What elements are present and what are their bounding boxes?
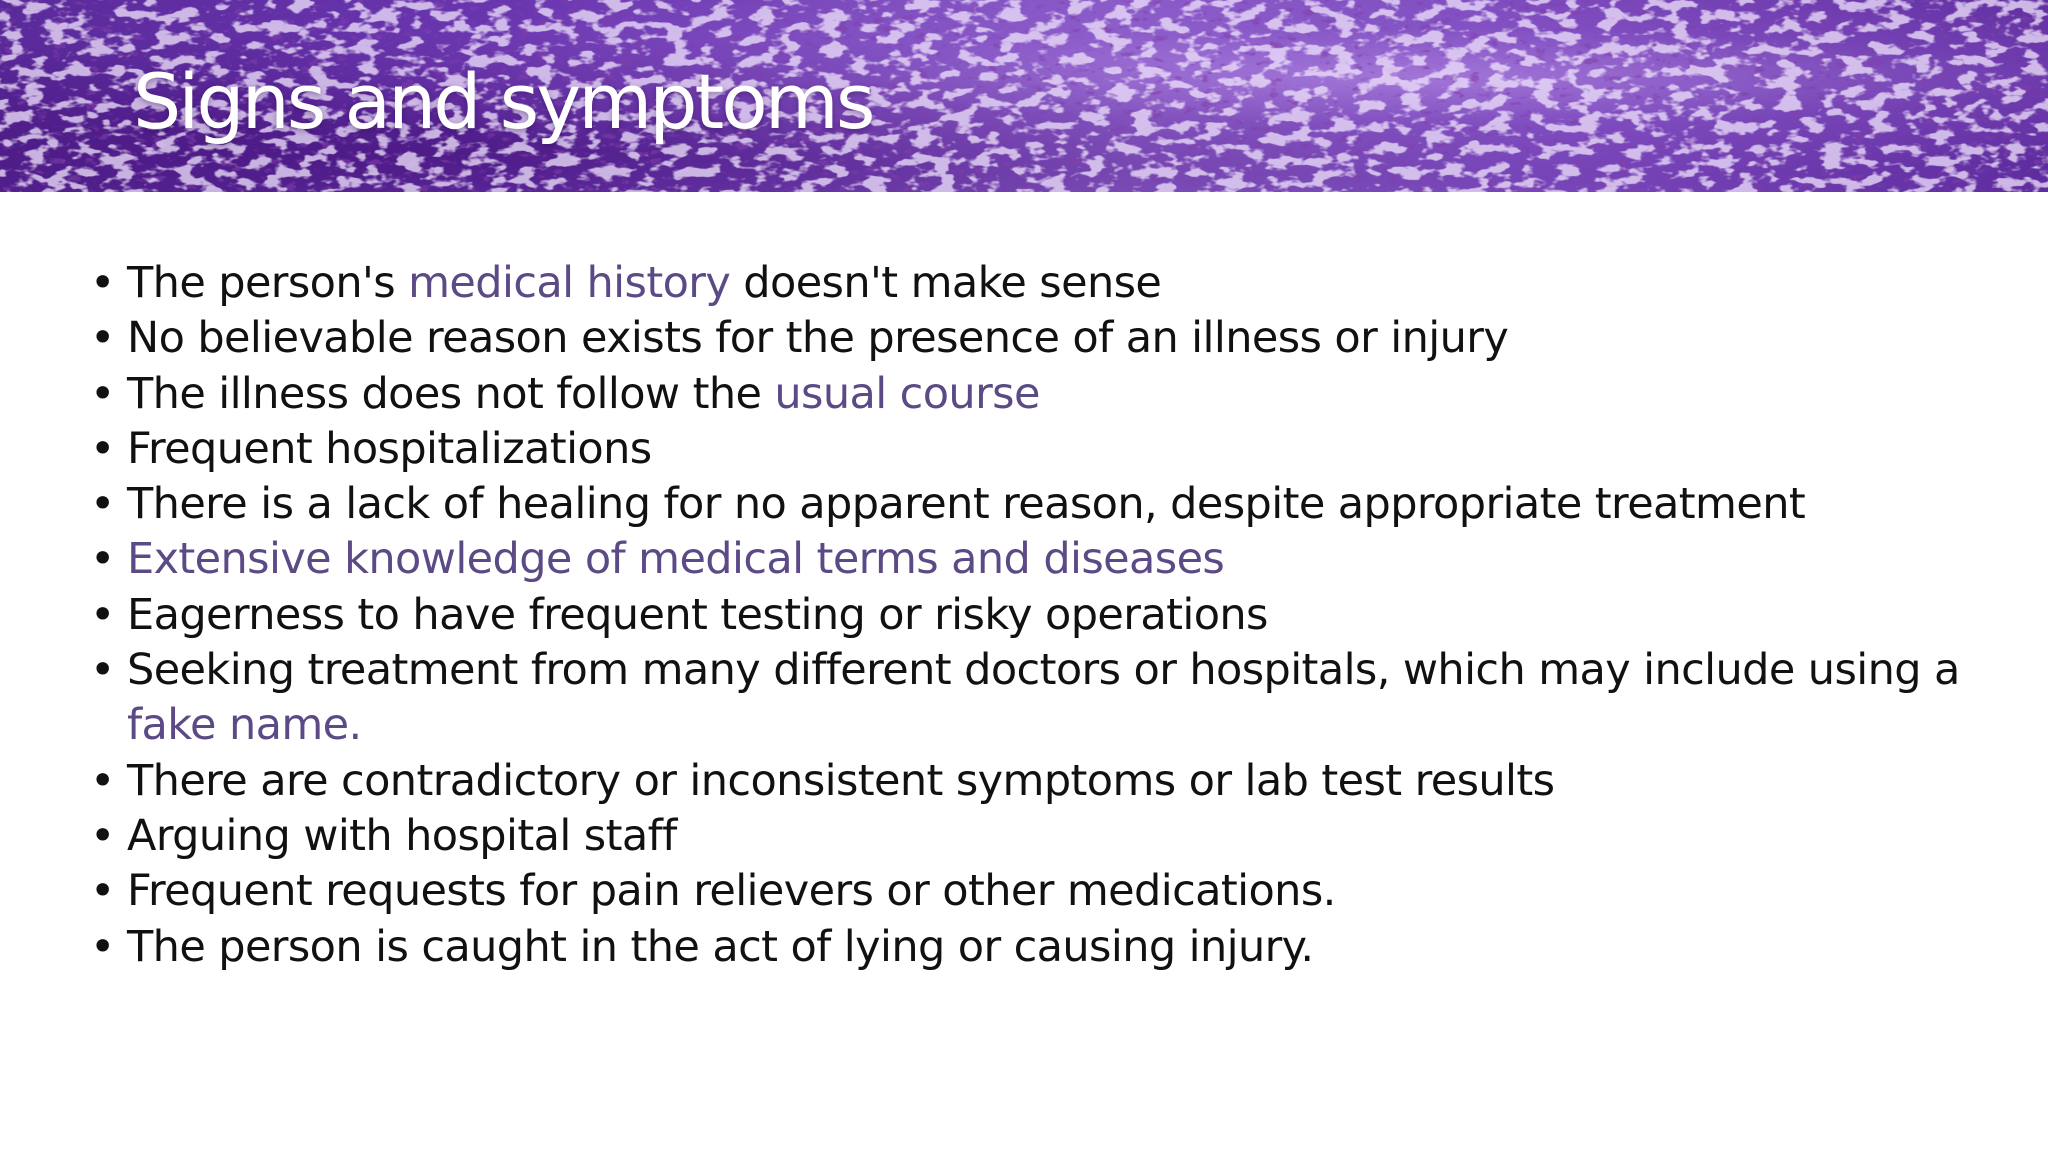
bullet-text: There is a lack of healing for no apparent reason, despite appropriate treatment [127, 479, 1806, 530]
bullet-item [82, 643, 1962, 754]
bullet-item [82, 422, 1962, 477]
bullet-dot-icon: • [90, 534, 115, 585]
bullet-text: Frequent hospitalizations [127, 423, 652, 474]
bullet-text: doesn't make sense [730, 258, 1162, 308]
bullet-highlight-text: usual course [774, 368, 1040, 419]
bullet-text: There are contradictory or inconsistent symptoms or lab test results [127, 755, 1555, 806]
slide-title: Signs and symptoms [133, 57, 873, 146]
bullet-dot-icon: • [90, 479, 115, 530]
bullet-dot-icon: • [90, 866, 115, 917]
bullet-item [82, 920, 1962, 975]
bullet-dot-icon: • [90, 645, 115, 696]
bullet-item [82, 477, 1962, 532]
bullet-item [82, 256, 1962, 311]
bullet-dot-icon: • [90, 423, 115, 474]
bullet-item [82, 809, 1962, 864]
bullet-text: The illness does not follow the [127, 368, 775, 419]
bullet-text: Eagerness to have frequent testing or risky operations [127, 589, 1268, 640]
bullet-dot-icon: • [90, 589, 115, 640]
bullet-text: Frequent requests for pain relievers or other medications. [127, 866, 1336, 917]
bullet-text: Arguing with hospital staff [127, 810, 677, 861]
bullet-dot-icon: • [90, 313, 115, 364]
bullet-text: The person's [127, 258, 409, 308]
bullet-text: Seeking treatment from many different doctors or hospitals, which may include using a [127, 645, 1960, 696]
bullet-item [82, 367, 1962, 422]
title-banner [0, 0, 2048, 192]
bullet-item [82, 588, 1962, 643]
bullet-highlight-text: fake name. [127, 700, 362, 751]
bullet-text: No believable reason exists for the presence of an illness or injury [127, 313, 1509, 364]
bullet-dot-icon: • [90, 755, 115, 806]
bullet-item [82, 311, 1962, 366]
bullet-dot-icon: • [90, 368, 115, 419]
bullet-item [82, 754, 1962, 809]
bullet-text: The person is caught in the act of lying or causing injury. [127, 921, 1314, 972]
bullet-dot-icon: • [90, 258, 115, 308]
bullet-dot-icon: • [90, 810, 115, 861]
bullet-dot-icon: • [90, 921, 115, 972]
bullet-highlight-text: medical history [408, 258, 731, 308]
bullet-item [82, 864, 1962, 919]
bullet-item [82, 532, 1962, 587]
bullet-list [82, 256, 1962, 975]
bullet-highlight-text: Extensive knowledge of medical terms and diseases [127, 534, 1225, 585]
